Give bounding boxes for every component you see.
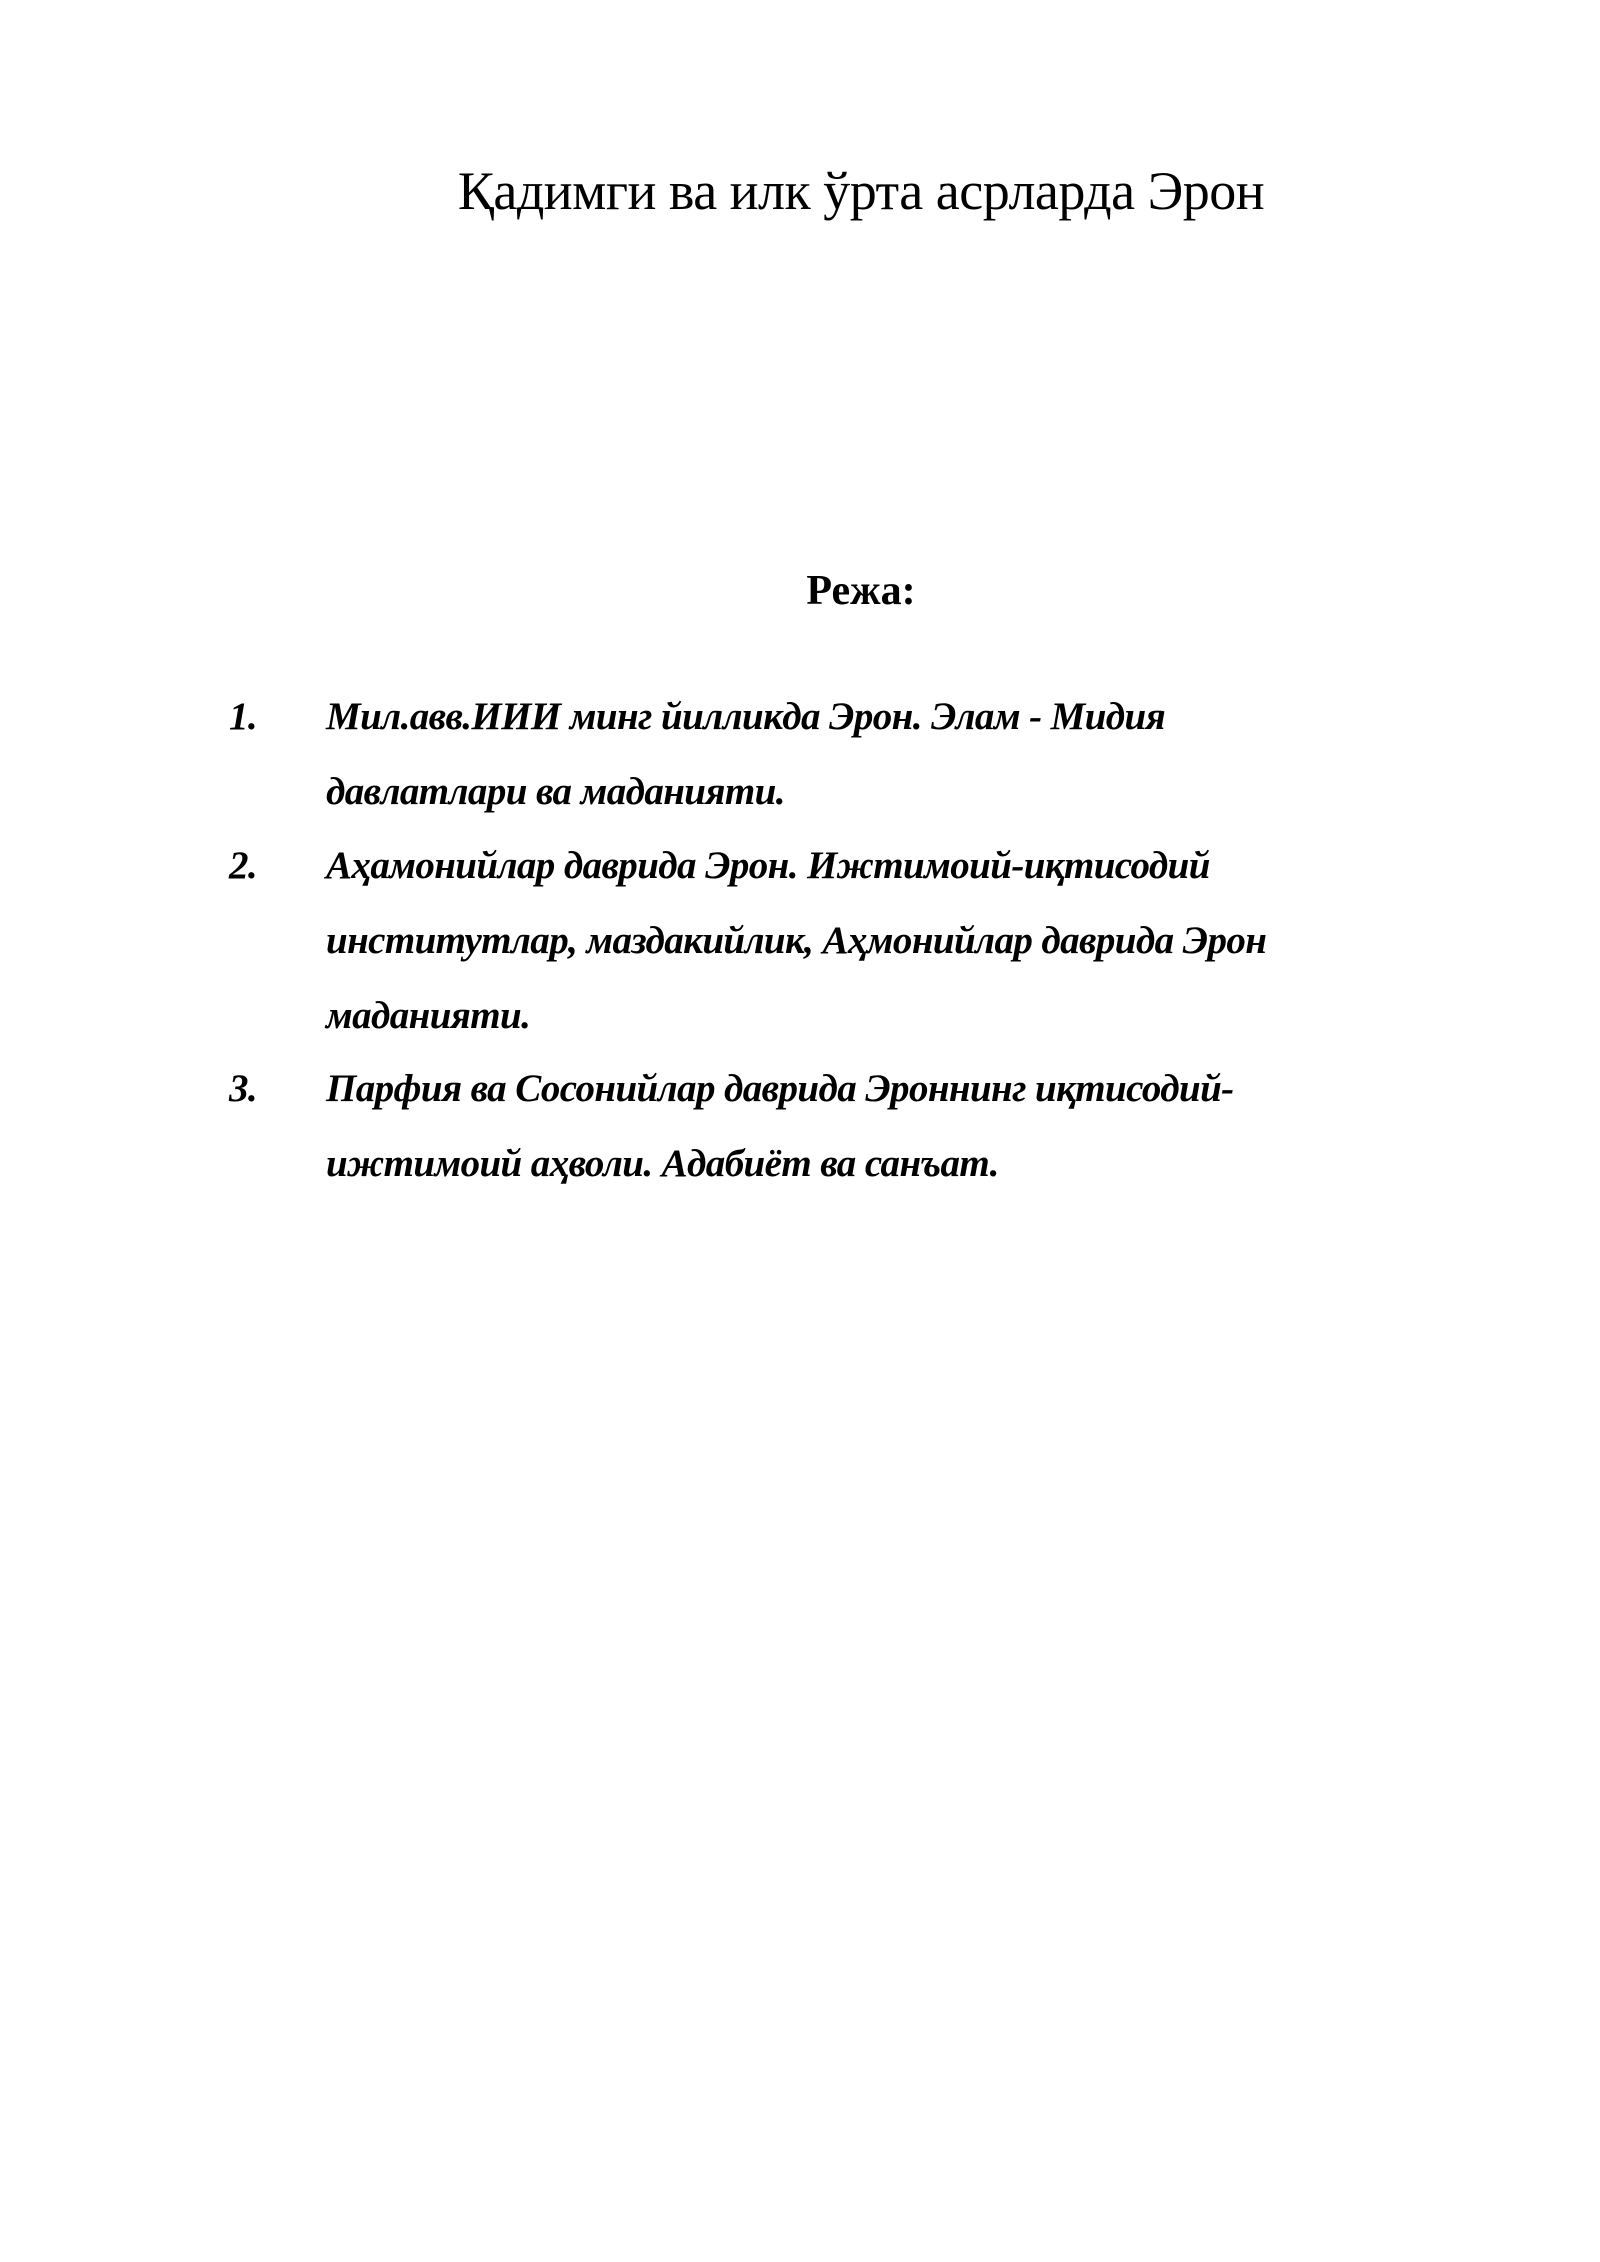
plan-item-text: Аҳамонийлар даврида Эрон. Ижтимоий-иқтисодий институтлар, маздакийлик, Аҳмонийлар даврида Эрон маданияти.	[326, 844, 1267, 1037]
plan-heading: Режа:	[806, 568, 916, 614]
plan-item-number: 1.	[229, 695, 258, 738]
plan-item-text: Парфия ва Сосонийлар даврида Эроннинг иқтисодий-ижтимоий аҳволи. Адабиёт ва санъат.	[326, 1067, 1234, 1185]
document-title: Қадимги ва илк ўрта асрларда Эрон	[457, 161, 1265, 221]
plan-item-number: 3.	[229, 1067, 258, 1110]
plan-item-text: Мил.авв.ИИИ минг йилликда Эрон. Элам - Мидия давлатлари ва маданияти.	[326, 695, 1166, 813]
plan-item-number: 2.	[229, 844, 258, 887]
